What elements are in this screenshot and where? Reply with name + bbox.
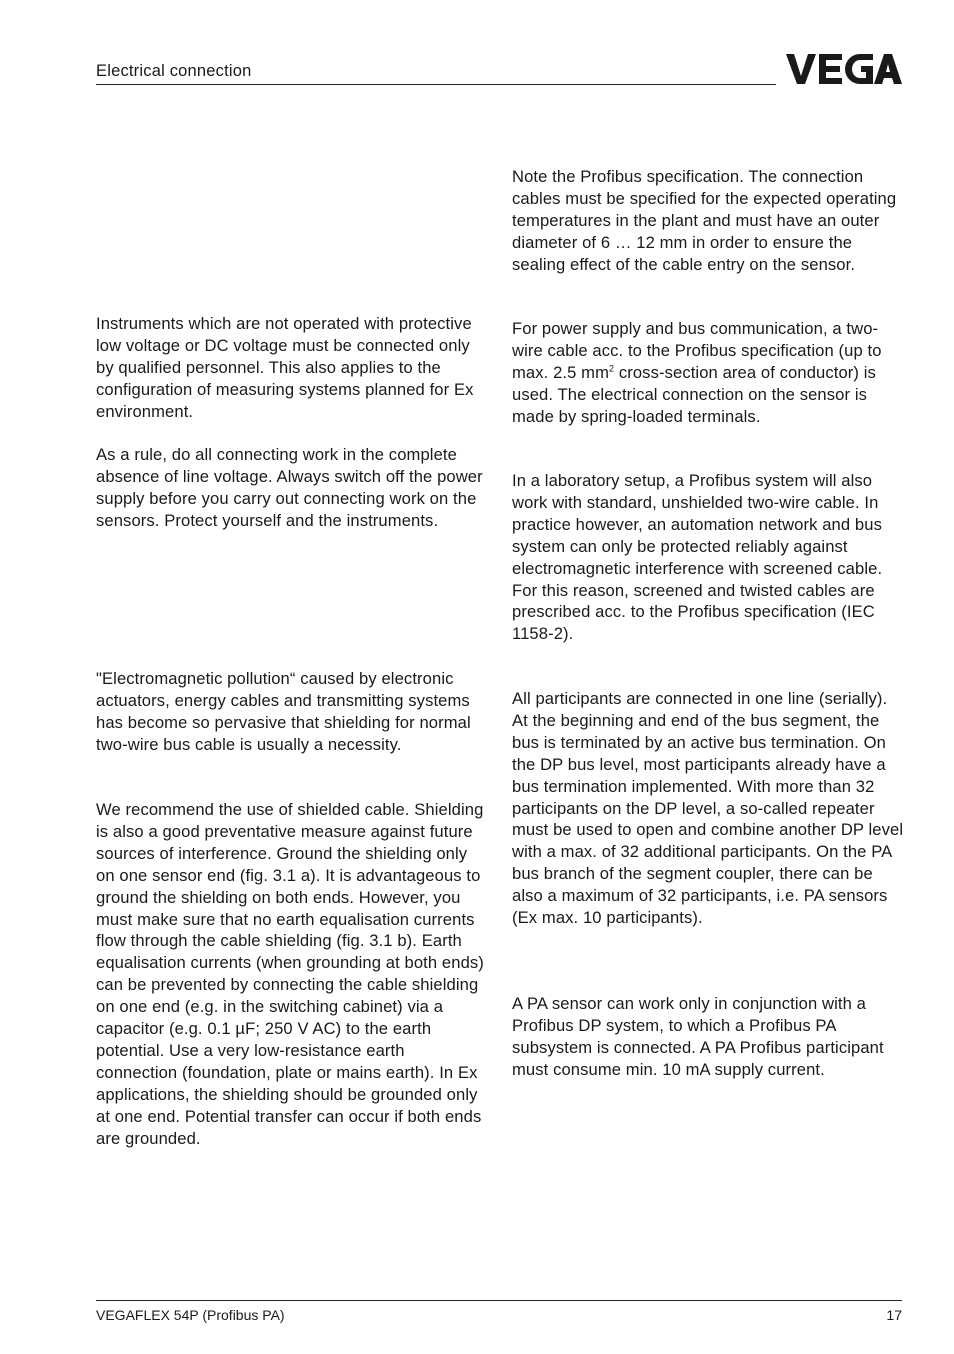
- paragraph-laboratory-setup: In a laboratory setup, a Profibus system will also work with standard, unshielded two-wire cable. In practice however, an automation network and bus system can only be protected reliably against electromagnetic interference with screened cable. For this reason, screened and twisted cables are prescribed acc. to the Profibus specification (IEC 1158-2).: [512, 471, 883, 644]
- paragraph-shielded-cable: We recommend the use of shielded cable. Shielding is also a good preventative measure against future sources of interference. Ground the shielding only on one sensor end (fig. 3.1 a). It is advantageous to ground the shielding on both ends. However, you must make sure that no earth equalisation currents flow through the cable shielding (fig. 3.1 b). Earth equalisation currents (when grounding at both ends) can be prevented by connecting the cable shielding on one end (e.g. in the switching cabinet) via a capacitor (e.g. 0.1 µF; 250 V AC) to the earth potential. Use a very low-resistance earth connection (foundation, plate or mains earth). In Ex applications, the shielding should be grounded only at one end. Potential transfer can occur if both ends are grounded.: [96, 800, 484, 1148]
- paragraph-power-supply: [512, 318, 906, 428]
- paragraph-qualified-personnel: Instruments which are not operated with protective low voltage or DC voltage must be connected only by qualified personnel. This also applies to the configuration of measuring systems planned for Ex environment.: [96, 314, 474, 421]
- header-divider: [96, 84, 776, 85]
- paragraph-line-voltage: As a rule, do all connecting work in the complete absence of line voltage. Always switch off the power supply before you carry out connecting work on the sensors. Protect yourself and the instruments.: [96, 445, 483, 530]
- power-supply-text-b: cross-section area of conductor) is used. The electrical connection on the sensor is made by spring-loaded terminals.: [512, 362, 876, 426]
- section-title: Electrical connection: [96, 62, 252, 80]
- page-number: 17: [886, 1307, 902, 1323]
- footer-product-name: VEGAFLEX 54P (Profibus PA): [96, 1307, 285, 1323]
- superscript-squared: 2: [609, 363, 615, 374]
- paragraph-pa-sensor: A PA sensor can work only in conjunction with a Profibus DP system, to which a Profibus PA subsystem is connected. A PA Profibus participant must consume min. 10 mA supply current.: [512, 994, 884, 1079]
- paragraph-participants: All participants are connected in one line (serially). At the beginning and end of the bus segment, the bus is terminated by an active bus termination. On the DP bus level, most participants already have a bus termination implemented. With more than 32 participants on the DP level, a so-called repeater must be used to open and combine another DP level with a max. of 32 additional participants. On the PA bus branch of the segment coupler, there can be also a maximum of 32 participants, i.e. PA sensors (Ex max. 10 participants).: [512, 689, 904, 928]
- footer-divider: [96, 1300, 902, 1301]
- paragraph-electromagnetic-pollution: "Electromagnetic pollution“ caused by electronic actuators, energy cables and transmitting systems has become so pervasive that shielding for normal two-wire bus cable is usually a necessity.: [96, 669, 471, 754]
- paragraph-profibus-specification: Note the Profibus specification. The connection cables must be specified for the expected operating temperatures in the plant and must have an outer diameter of 6 … 12 mm in order to ensure the sealing effect of the cable entry on the sensor.: [512, 167, 897, 274]
- vega-logo: [786, 52, 902, 86]
- power-supply-text-a: For power supply and bus communication, a two-wire cable acc. to the Profibus specification (up to max. 2.5 mm: [512, 319, 882, 382]
